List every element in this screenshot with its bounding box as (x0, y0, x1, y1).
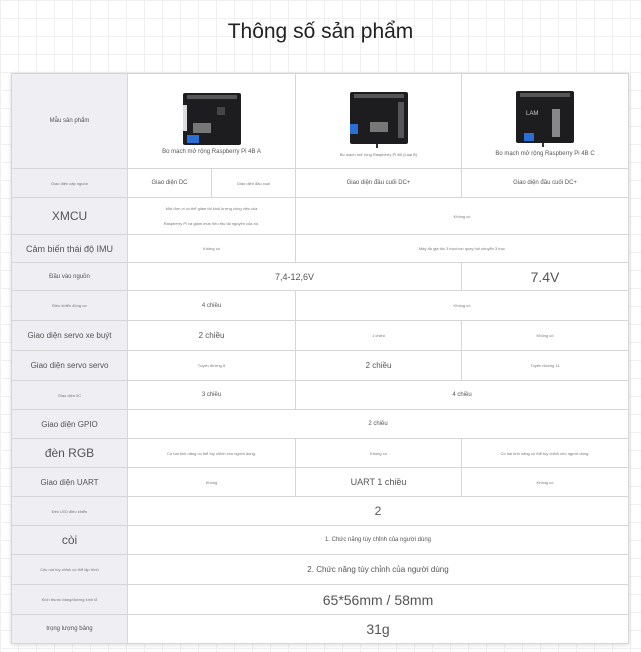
cell: Giao diện đầu cuối DC+ (296, 169, 462, 198)
cell: Không có (128, 235, 296, 263)
row-label: Kích thước bảng/đường kính lỗ (12, 585, 128, 615)
cell: 2 (128, 497, 629, 526)
cell: 7,4-12,6V (128, 263, 462, 291)
cell: 2 chiều (296, 351, 462, 381)
table-row (12, 555, 629, 585)
row-label: còi (12, 526, 128, 555)
cell: 2. Chức năng tùy chỉnh của người dùng (128, 555, 629, 585)
board-c-image (516, 91, 574, 147)
cell (128, 198, 296, 235)
cell: Tuyến đường 11 (462, 351, 629, 381)
cell: 4 chiều (128, 291, 296, 321)
table-row (12, 381, 629, 410)
table-row (12, 198, 629, 235)
product-a-name: Bo mạch mở rộng Raspberry Pi 4B A (162, 149, 261, 155)
product-c (462, 74, 629, 169)
cell: Không có (462, 321, 629, 351)
table-row (12, 321, 629, 351)
table-row (12, 526, 629, 555)
cell: Giao diện đầu cuối (212, 169, 296, 198)
row-label: trọng lượng bảng (12, 615, 128, 644)
table-row (12, 169, 629, 198)
page-title: Thông số sản phẩm (227, 20, 414, 43)
table-row (12, 351, 629, 381)
row-label: Giao diện servo servo (12, 351, 128, 381)
cell: Tuyến đường 6 (128, 351, 296, 381)
row-label: Đèn LED điều khiển (12, 497, 128, 526)
cell: Không (128, 468, 296, 497)
row-label: XMCU (12, 198, 128, 235)
table-row (12, 468, 629, 497)
cell: Không có (296, 291, 629, 321)
cell: 2 chiều (128, 410, 629, 439)
row-label: đèn RGB (12, 439, 128, 468)
cell: 2 chiều (128, 321, 296, 351)
row-label: Cảm biến thái độ IMU (12, 235, 128, 263)
spec-table (11, 73, 629, 644)
product-b-name: Bo mạch mở rộng Raspberry Pi 4B (Loại B) (339, 151, 418, 157)
cell: 65*56mm / 58mm (128, 585, 629, 615)
board-a-image (183, 93, 241, 145)
cell: 3 chiều (128, 381, 296, 410)
cell-line: Raspberry Pi và giảm mức tiêu thụ tài nguyên của nó. (163, 221, 260, 226)
table-row (12, 410, 629, 439)
cell-line: Một đơn vị có thể giảm tải khối lượng công việc của (165, 206, 258, 211)
product-b (296, 74, 462, 169)
cell: Không có (296, 198, 629, 235)
cell: Không có (462, 468, 629, 497)
cell: 4 chiều (296, 381, 629, 410)
product-c-name: Bo mạch mở rộng Raspberry Pi 4B C (495, 151, 595, 157)
table-row (12, 291, 629, 321)
table-row (12, 497, 629, 526)
cell: 31g (128, 615, 629, 644)
table-row (12, 235, 629, 263)
product-a (128, 74, 296, 169)
cell: 1. Chức năng tùy chỉnh của người dùng (128, 526, 629, 555)
cell: 1 chiều (296, 321, 462, 351)
row-label: Giao diện cấp nguồn (12, 169, 128, 198)
row-label: Mẫu sản phẩm (12, 74, 128, 169)
table-row (12, 439, 629, 468)
cell: Có hai tính năng có thể tùy chỉnh cho người dùng. (128, 439, 296, 468)
svg-text:LAM: LAM (526, 111, 539, 117)
table-row (12, 74, 629, 169)
table-row (12, 263, 629, 291)
cell: Không có (296, 439, 462, 468)
row-label: Các nút tùy chỉnh có thể lập trình (12, 555, 128, 585)
cell: Máy đo gia tốc 3 trục/con quay hồi chuyển 3 trục (296, 235, 629, 263)
row-label: Đầu vào nguồn (12, 263, 128, 291)
cell: Có hai tính năng có thể tùy chỉnh cho người dùng. (462, 439, 629, 468)
table-row (12, 585, 629, 615)
cell: Giao diện DC (128, 169, 212, 198)
row-label: Giao diện servo xe buýt (12, 321, 128, 351)
cell: 7.4V (462, 263, 629, 291)
cell: UART 1 chiều (296, 468, 462, 497)
table-row (12, 615, 629, 644)
board-b-image (350, 92, 408, 148)
row-label: Giao diện UART (12, 468, 128, 497)
row-label: Giao diện GPIO (12, 410, 128, 439)
cell: Giao diện đầu cuối DC+ (462, 169, 629, 198)
row-label: Điều khiển động cơ (12, 291, 128, 321)
row-label: Giao diện IIC (12, 381, 128, 410)
